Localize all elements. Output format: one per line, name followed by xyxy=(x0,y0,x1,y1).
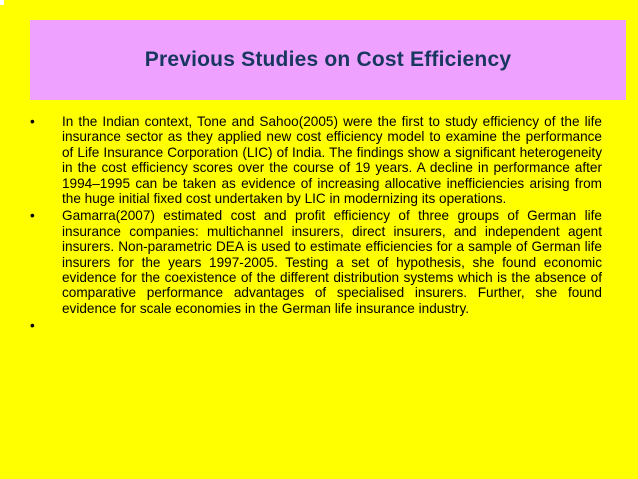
corner-mark xyxy=(0,0,4,5)
bullet-text-1: In the Indian context, Tone and Sahoo(2005) were the first to study efficiency of the life insurance sector as they applied new cost efficiency model to examine the performance of Life Insurance Corporation (LIC) of India. The findings show a significant heterogeneity in the cost efficiency scores over the course of 19 years. A decline in performance after 1994–1995 can be taken as evidence of increasing allocative inefficiencies arising from the huge initial fixed cost undertaken by LIC in modernizing its operations. xyxy=(62,114,602,207)
bullet-text-3 xyxy=(62,318,66,333)
bullet-item-1 xyxy=(26,114,602,206)
bullet-dot-icon: • xyxy=(30,208,35,224)
title-box xyxy=(30,20,626,100)
bullet-item-3 xyxy=(26,318,602,333)
slide-title: Previous Studies on Cost Efficiency xyxy=(144,48,512,71)
bullet-text-2: Gamarra(2007) estimated cost and profit efficiency of three groups of German life insurance companies: multichannel insurers, direct insurers, and independent agent insurers. Non-parametric DEA is used to estimate efficiencies for a sample of German life insurers for the years 1997-2005. Testing a set of hypothesis, she found economic evidence for the coexistence of the different distribution systems which is the absence of comparative performance advantages of specialised insurers. Further, she found evidence for scale economies in the German life insurance industry. xyxy=(62,208,602,316)
bullet-list xyxy=(26,114,602,336)
bullet-dot-icon: • xyxy=(30,318,35,334)
bullet-item-2 xyxy=(26,208,602,316)
bullet-dot-icon: • xyxy=(30,114,35,129)
